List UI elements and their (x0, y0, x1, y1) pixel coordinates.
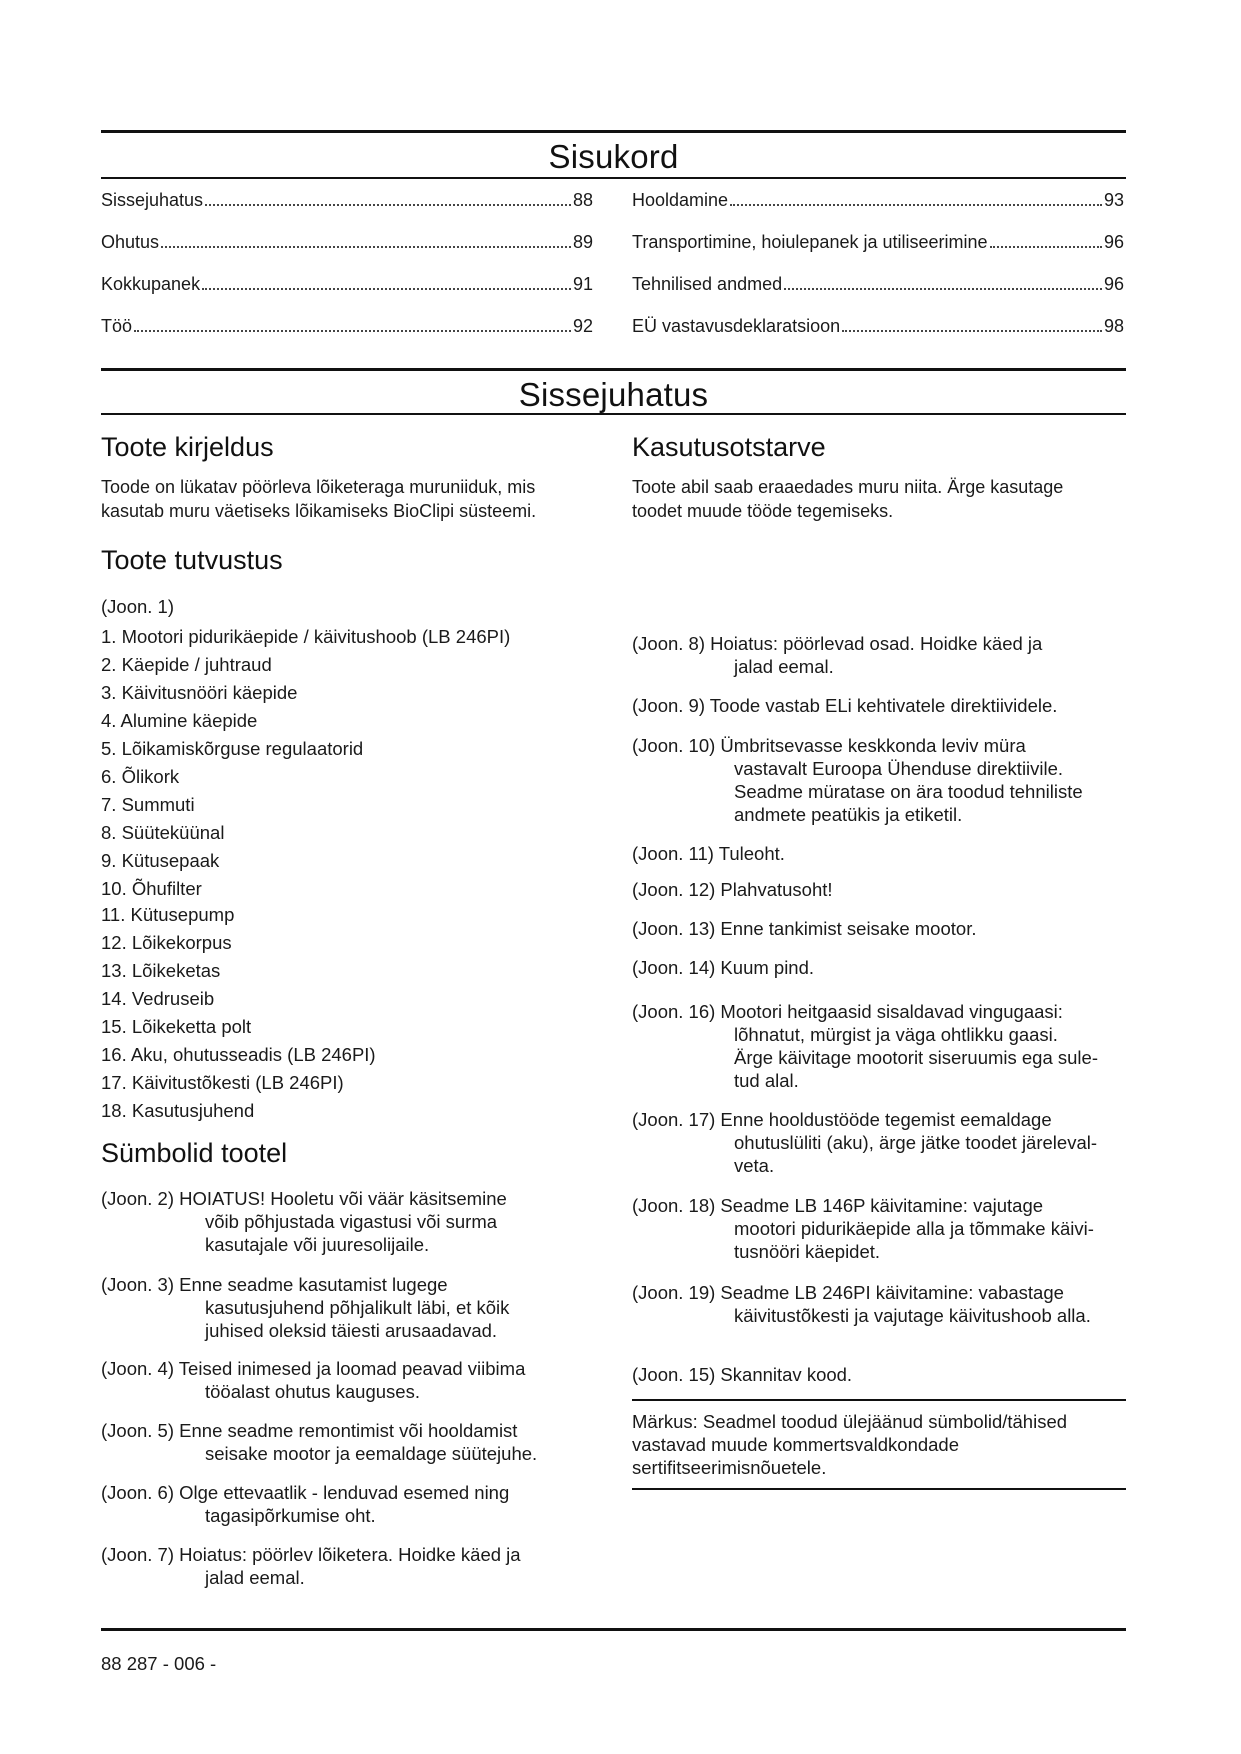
list-item: 6. Õlikork (101, 766, 180, 787)
list-item: 9. Kütusepaak (101, 850, 220, 871)
symbol-entry: (Joon. 13) Enne tankimist seisake mootor. (632, 918, 977, 939)
product-description (101, 432, 593, 523)
toc-title-rule (101, 177, 1126, 179)
intended-use (632, 432, 1124, 523)
toc-right-column (632, 190, 1124, 358)
overview-figure-ref: (Joon. 1) (101, 596, 175, 617)
symbol-entry: (Joon. 3) Enne seadme kasutamist lugege kasutusjuhend põhjalikult läbi, et kõik juhised oleksid täiesti arusaadavad. (101, 1274, 510, 1341)
list-item: 4. Alumine käepide (101, 710, 258, 731)
overview-heading: Toote tutvustus (101, 545, 283, 575)
symbol-entry: (Joon. 14) Kuum pind. (632, 957, 815, 978)
symbol-entry: (Joon. 10) Ümbritsevasse keskkonda leviv müra vastavalt Euroopa Ühenduse direktiivile. Seadme müratase on ära toodud tehniliste andmete peatükis ja etiketil. (632, 735, 1083, 825)
toc-entry[interactable]: Ohutus 89 (101, 232, 593, 252)
toc-entry[interactable]: Sissejuhatus 88 (101, 190, 593, 210)
note-label: Märkus: (632, 1411, 698, 1432)
toc-entry[interactable]: Hooldamine 93 (632, 190, 1124, 210)
list-item: 3. Käivitusnööri käepide (101, 682, 298, 703)
footer-rule (101, 1628, 1126, 1631)
page-footer: 88 287 - 006 - (101, 1653, 217, 1674)
symbol-entry: (Joon. 18) Seadme LB 146P käivitamine: vajutage mootori pidurikäepide alla ja tõmmake käivi- tusnööri käepidet. (632, 1195, 1094, 1262)
symbol-entry: (Joon. 4) Teised inimesed ja loomad peavad viibima tööalast ohutus kauguses. (101, 1358, 526, 1402)
symbol-entry: (Joon. 15) Skannitav kood. (632, 1364, 853, 1385)
list-item: 13. Lõikeketas (101, 960, 221, 981)
list-item: 7. Summuti (101, 794, 195, 815)
list-item: 16. Aku, ohutusseadis (LB 246PI) (101, 1044, 376, 1065)
toc-title: Sisukord (548, 138, 679, 175)
toc-entry[interactable]: EÜ vastavusdeklaratsioon 98 (632, 316, 1124, 336)
list-item: 5. Lõikamiskõrguse regulaatorid (101, 738, 364, 759)
section-title: Sissejuhatus (518, 376, 709, 413)
symbol-entry: (Joon. 2) HOIATUS! Hooletu või väär käsitsemine võib põhjustada vigastusi või surma kasutajale või juuresolijaile. (101, 1188, 507, 1255)
list-item: 8. Süüteküünal (101, 822, 225, 843)
symbol-entry: (Joon. 5) Enne seadme remontimist või hooldamist seisake mootor ja eemaldage süütejuhe. (101, 1420, 538, 1464)
intended-use-text: Toote abil saab eraaedades muru niita. Ärge kasutage toodet muude tööde tegemiseks. (632, 477, 1064, 521)
list-item: 12. Lõikekorpus (101, 932, 232, 953)
section-title-rule (101, 413, 1126, 415)
description-heading: Toote kirjeldus (101, 432, 274, 462)
note: Märkus: Seadmel toodud ülejäänud sümbolid/tähised vastavad muude kommertsvaldkondade sertifitseerimisnõuetele. (632, 1411, 1068, 1478)
symbol-entry: (Joon. 8) Hoiatus: pöörlevad osad. Hoidke käed ja jalad eemal. (632, 633, 1043, 677)
symbol-entry: (Joon. 16) Mootori heitgaasid sisaldavad vingugaasi: lõhnatut, mürgist ja väga ohtlikku gaasi. Ärge käivitage mootorit siseruumis ega sule- tud alal. (632, 1001, 1098, 1091)
symbol-entry: (Joon. 19) Seadme LB 246PI käivitamine: vabastage käivitustõkesti ja vajutage käivitushoob alla. (632, 1282, 1091, 1326)
symbol-entry: (Joon. 17) Enne hooldustööde tegemist eemaldage ohutuslüliti (aku), ärge jätke toodet järeleval- veta. (632, 1109, 1097, 1176)
list-item: 10. Õhufilter (101, 878, 202, 899)
toc-entry[interactable]: Transportimine, hoiulepanek ja utiliseerimine 96 (632, 232, 1124, 252)
section-rule (101, 368, 1126, 371)
description-text: Toode on lükatav pöörleva lõiketeraga muruniiduk, mis kasutab muru väetiseks lõikamiseks BioClipi süsteemi. (101, 477, 537, 521)
toc-entry[interactable]: Tehnilised andmed 96 (632, 274, 1124, 294)
note-bottom-rule (632, 1488, 1126, 1490)
list-item: 1. Mootori pidurikäepide / käivitushoob (LB 246PI) (101, 626, 511, 647)
toc-entry[interactable]: Töö 92 (101, 316, 593, 336)
symbol-entry: (Joon. 6) Olge ettevaatlik - lenduvad esemed ning tagasipõrkumise oht. (101, 1482, 510, 1526)
list-item: 11. Kütusepump (101, 904, 235, 925)
list-item: 14. Vedruseib (101, 988, 215, 1009)
note-top-rule (632, 1399, 1126, 1401)
symbol-entry: (Joon. 12) Plahvatusoht! (632, 879, 833, 900)
toc-left-column (101, 190, 593, 358)
list-item: 17. Käivitustõkesti (LB 246PI) (101, 1072, 344, 1093)
list-item: 2. Käepide / juhtraud (101, 654, 272, 675)
intended-use-heading: Kasutusotstarve (632, 432, 826, 462)
symbol-entry: (Joon. 7) Hoiatus: pöörlev lõiketera. Hoidke käed ja jalad eemal. (101, 1544, 521, 1588)
list-item: 18. Kasutusjuhend (101, 1100, 255, 1121)
list-item: 15. Lõikeketta polt (101, 1016, 252, 1037)
symbols-heading: Sümbolid tootel (101, 1138, 288, 1168)
symbol-entry: (Joon. 11) Tuleoht. (632, 843, 785, 864)
top-rule (101, 130, 1126, 133)
toc-entry[interactable]: Kokkupanek 91 (101, 274, 593, 294)
symbol-entry: (Joon. 9) Toode vastab ELi kehtivatele direktiividele. (632, 695, 1058, 716)
